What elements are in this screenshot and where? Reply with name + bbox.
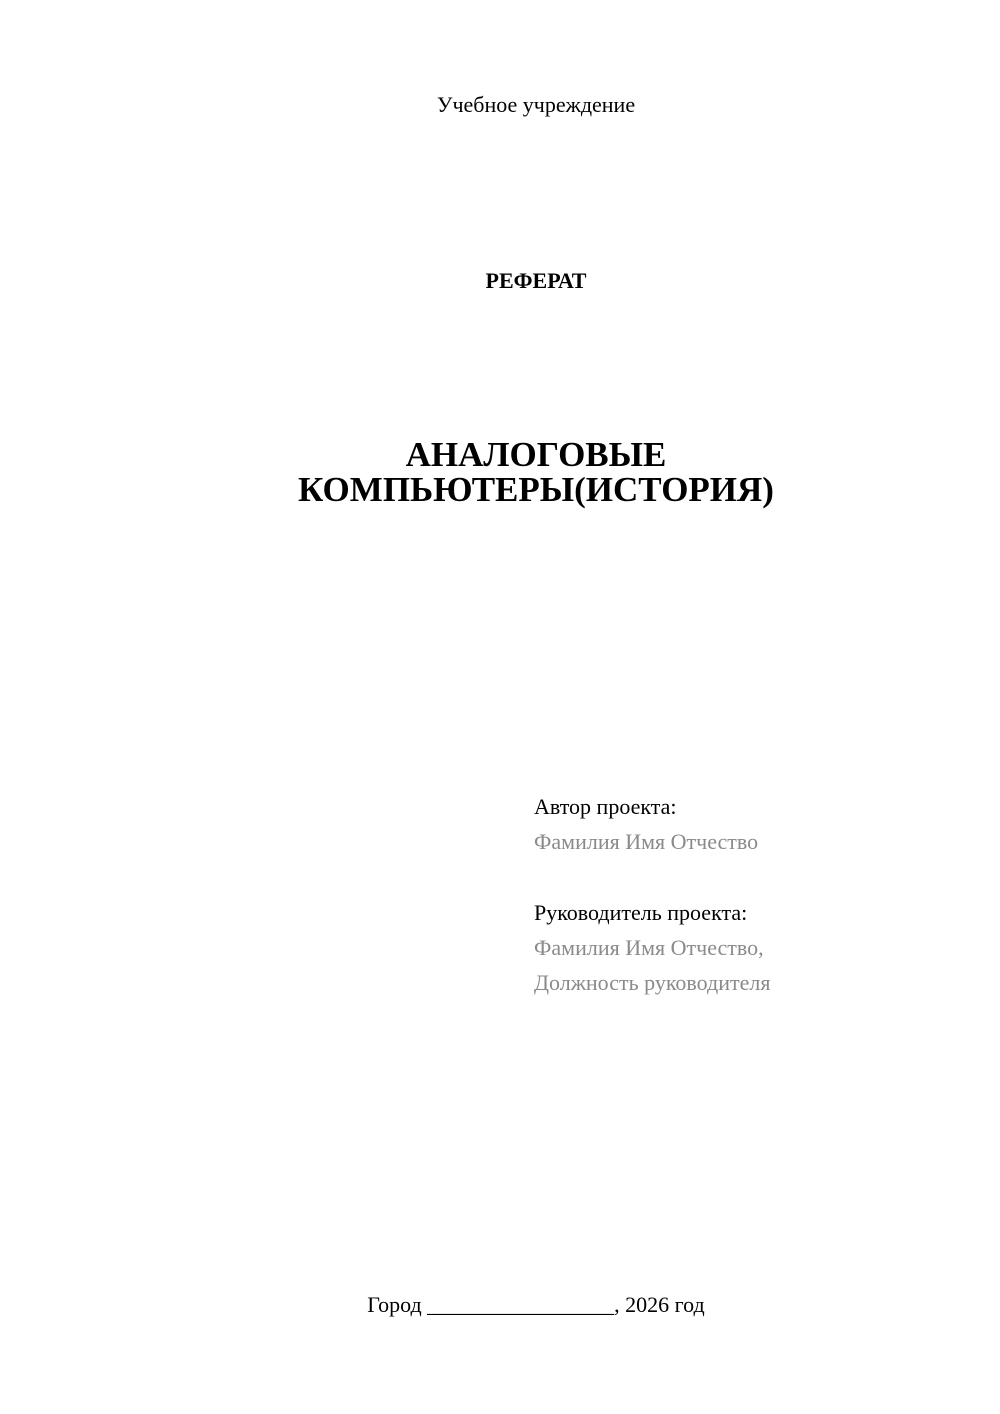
document-title (0, 437, 1000, 507)
city-label: Город (367, 1292, 422, 1317)
document-type: РЕФЕРАТ (485, 268, 587, 293)
supervisor-name: Фамилия Имя Отчество, (534, 935, 764, 960)
credits-block (534, 789, 770, 1000)
title-line-2: КОМПЬЮТЕРЫ(ИСТОРИЯ) (298, 470, 774, 509)
author-label: Автор проекта: (534, 794, 677, 819)
year-text: , 2026 год (614, 1292, 705, 1317)
credits-spacer (534, 859, 770, 895)
author-name: Фамилия Имя Отчество (534, 829, 759, 854)
city-blank: _________________ (427, 1292, 615, 1317)
footer-city-year (0, 1290, 1000, 1320)
title-line-1: АНАЛОГОВЫЕ (405, 435, 667, 474)
supervisor-position: Должность руководителя (534, 970, 771, 995)
institution-name: Учебное учреждение (436, 92, 636, 117)
supervisor-label: Руководитель проекта: (534, 900, 748, 925)
